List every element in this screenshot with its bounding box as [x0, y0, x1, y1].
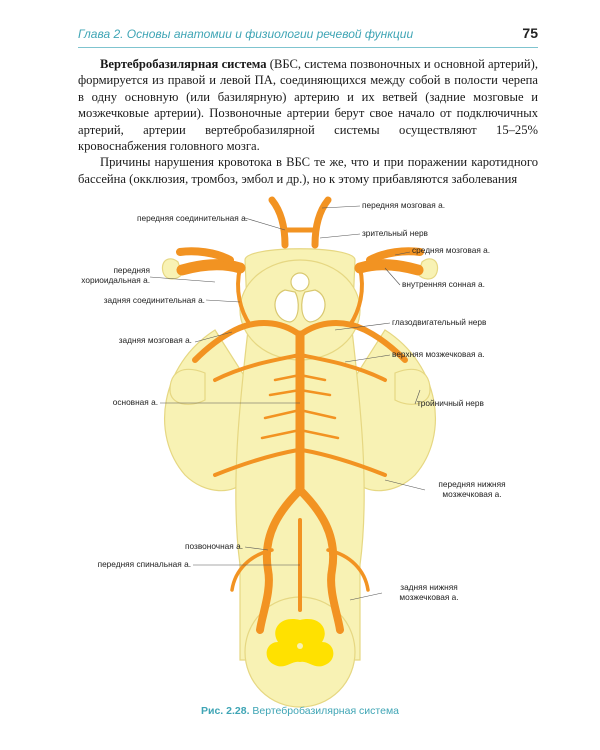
label-posterior-communicating: задняя соединительная а.	[103, 295, 205, 305]
body-text	[78, 56, 538, 187]
label-posterior-cerebral: задняя мозговая а.	[118, 335, 192, 345]
figure-vertebrobasilar	[0, 190, 600, 710]
label-vertebral: позвоночная а.	[185, 541, 243, 551]
anterior-cerebral-left	[272, 200, 285, 245]
page-header	[78, 25, 538, 48]
internal-carotid-right	[360, 265, 418, 270]
term-vbs: Вертебробазилярная система	[100, 57, 267, 71]
label-middle-cerebral: средняя мозговая а.	[412, 245, 491, 255]
label-anterior-communicating: передняя соединительная а.	[137, 213, 248, 223]
paragraph-1-text: (ВБС, система позвоночных и основной артерий), формируется из правой и левой ПА, соединяющихся между собой в полости черепа в одну основную (или базилярную) артерию и их ветвей (задние мозговые и мозжечковые артерии). Позвоночные артерии берут свое начало от подключичных артерий, артерии вертебробазилярной системы осуществляют 15–25% кровоснабжения головного мозга.	[78, 57, 538, 154]
label-superior-cerebellar: верхняя мозжечковая а.	[392, 349, 485, 359]
label-internal-carotid: внутренняя сонная а.	[402, 279, 485, 289]
label-optic-nerve: зрительный нерв	[362, 228, 428, 238]
page-number: 75	[522, 25, 538, 41]
caption-number: Рис. 2.28.	[201, 705, 250, 717]
label-trigeminal-nerve: тройничный нерв	[417, 398, 484, 408]
label-anterior-spinal: передняя спинальная а.	[97, 559, 191, 569]
label-aica: передняя нижняя мозжечковая а.	[438, 479, 506, 499]
running-title: Глава 2. Основы анатомии и физиологии речевой функции	[78, 27, 414, 41]
internal-carotid-left	[182, 265, 240, 270]
middle-cerebral-left	[180, 251, 230, 260]
label-anterior-cerebral: передняя мозговая а.	[362, 200, 446, 210]
label-anterior-choroidal: передняя хориоидальная а.	[81, 265, 150, 285]
caption-text: Вертебробазилярная система	[249, 705, 399, 717]
label-oculomotor-nerve: глазодвигательный нерв	[392, 317, 487, 327]
label-basilar: основная а.	[112, 397, 158, 407]
figure-caption	[0, 705, 600, 717]
paragraph-2: Причины нарушения кровотока в ВБС те же, что и при поражении каротидного бассейна (окклюзия, тромбоз, эмбол и др.), но к этому прибавляются заболевания	[78, 155, 538, 186]
paragraph-1	[78, 56, 538, 154]
label-pica: задняя нижняя мозжечковая а.	[399, 582, 459, 602]
anterior-cerebral-right	[315, 200, 328, 245]
